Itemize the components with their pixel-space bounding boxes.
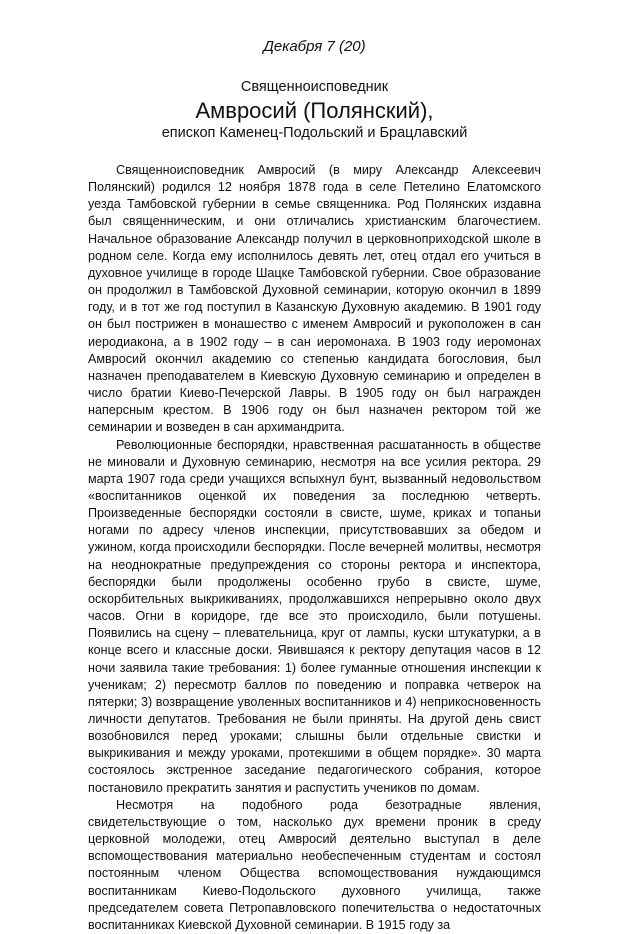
body-paragraph: Несмотря на подобного рода безотрадные явления, свидетельствующие о том, насколько дух времени проник в среду церковной молодежи, отец Амвросий деятельно выступал в деле вспомоществования материально необеспеченным студентам и состоял постоянным членом Общества вспомоществования нуждающимся воспитанникам Киево-Подольского духовного училища, также председателем совета Петропавловского попечительства о недостаточных воспитанниках Киевской Духовной семинарии. В 1915 году за bbox=[88, 797, 541, 932]
body-paragraph: Священноисповедник Амвросий (в миру Александр Алексеевич Полянский) родился 12 ноября 1878 года в селе Петелино Елатомского уезда Тамбовской губернии в семье священника. Род Полянских издавна был священническим, и они отличались христианским благочестием. Начальное образование Александр получил в церковноприходской школе в родном селе. Когда ему исполнилось девять лет, отец отдал его учиться в духовное училище в городе Шацке Тамбовской губернии. Свое образование он продолжил в Тамбовской Духовной семинарии, которую окончил в 1899 году, и в тот же год поступил в Казанскую Духовную академию. В 1901 году он был пострижен в монашество с именем Амвросий и рукоположен в сан иеродиакона, а в 1902 году – в сан иеромонаха. В 1903 году иеромонах Амвросий окончил академию со степенью кандидата богословия, был назначен преподавателем в Киевскую Духовную семинарию и определен в число братии Киево-Печерской Лавры. В 1905 году он был награжден наперсным крестом. В 1906 году он был назначен ректором той же семинарии и возведен в сан архимандрита. bbox=[88, 163, 541, 435]
saint-category: Священноисповедник bbox=[240, 79, 389, 95]
document-page bbox=[88, 38, 541, 934]
document-body bbox=[88, 162, 541, 934]
body-paragraph: Революционные беспорядки, нравственная расшатанность в обществе не миновали и Духовную семинарию, несмотря на все усилия ректора. 29 марта 1907 года среди учащихся вспыхнул бунт, вызванный недовольством «воспитанников оценкой их поведения за последнюю четверть. Произведенные беспорядки состояли в свисте, шуме, криках и топаньи ногами по адресу членов инспекции, присутствовавших за обедом и ужином, когда происходили беспорядки. После вечерней молитвы, несмотря на неоднократные предупреждения со стороны ректора и инспектора, беспорядки были продолжены особенно грубо в свисте, шуме, оскорбительных выкрикиваниях, продолжавшихся непрерывно около двух часов. Огни в коридоре, где все это происходило, были потушены. Появились на сцену – плевательница, круг от лампы, куски штукатурки, а в конце всего и классные доски. Явившаяся к ректору депутация часов в 12 ночи заявила такие требования: 1) более гуманные отношения инспекции к ученикам; 2) пересмотр баллов по поведению и поправка четверок на пятерки; 3) возвращение уволенных воспитанников и 4) неприкосновенность личности депутатов. Требования не были приняты. На другой день свист возобновился перед уроками; слышны были отдельные свистки и выкрикивания и между уроками, протекшими в общем порядке». 30 марта состоялось экстренное заседание педагогического собрания, которое постановило прекратить занятия и распустить учеников по домам. bbox=[88, 437, 541, 795]
page-title: Амвросий (Полянский), bbox=[195, 98, 434, 123]
feast-date: Декабря 7 (20) bbox=[263, 38, 366, 55]
saint-title-line: епископ Каменец-Подольский и Брацлавский bbox=[161, 125, 468, 141]
